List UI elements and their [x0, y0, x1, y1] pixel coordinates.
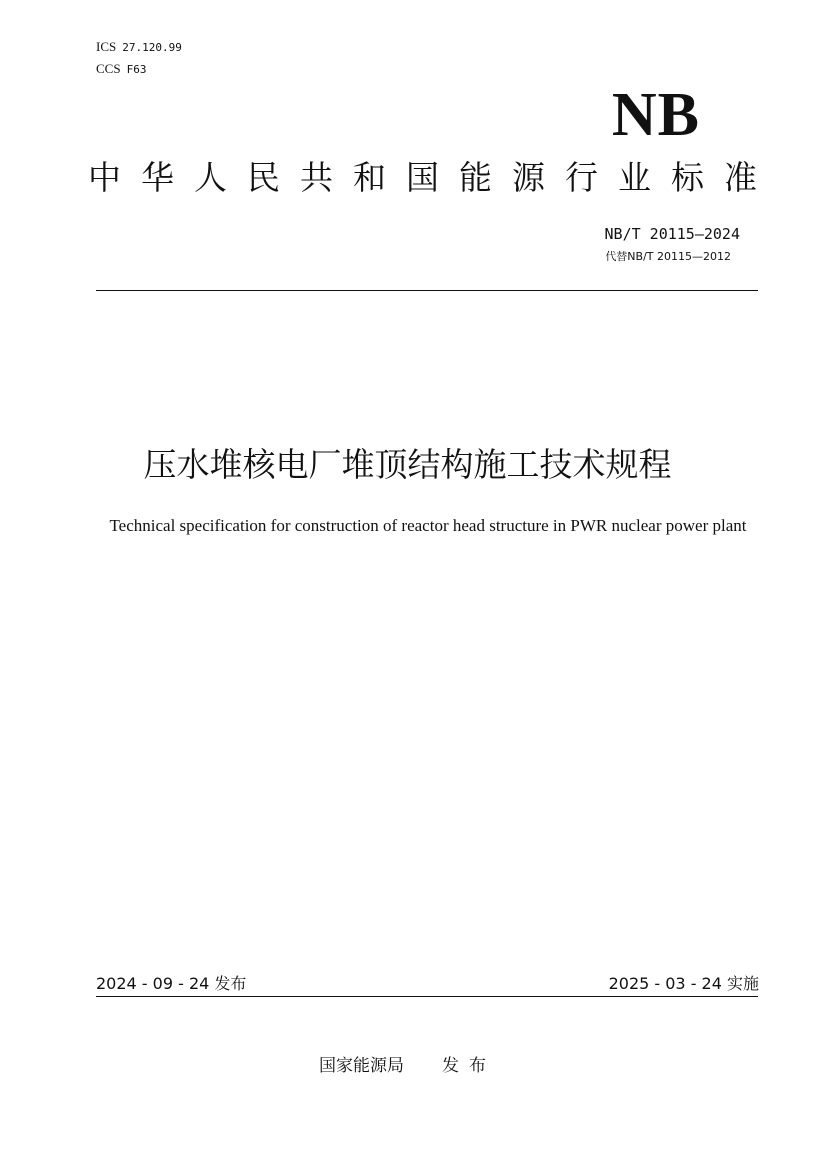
ics-label: ICS — [96, 39, 117, 54]
publisher-line — [0, 1055, 815, 1077]
publisher-action: 发布 — [442, 1056, 496, 1076]
header-divider — [96, 290, 758, 291]
nb-logo: NB — [611, 81, 700, 149]
ccs-value: F63 — [126, 63, 147, 76]
ccs-code — [96, 62, 146, 77]
document-title-cn: 压水堆核电厂堆顶结构施工技术规程 — [143, 445, 672, 484]
ics-value: 27.120.99 — [122, 41, 182, 54]
footer-divider — [96, 996, 758, 997]
replaced-standard: 代替NB/T 20115—2012 — [605, 250, 731, 263]
implement-date: 2025 - 03 - 24 实施 — [608, 974, 759, 993]
standard-number: NB/T 20115—2024 — [604, 225, 740, 243]
issuing-organization-title: 中华人民共和国能源行业标准 — [88, 158, 777, 197]
publisher-name: 国家能源局 — [319, 1056, 404, 1076]
ccs-label: CCS — [96, 61, 121, 76]
publish-date: 2024 - 09 - 24 发布 — [96, 974, 247, 993]
ics-code — [96, 40, 182, 55]
document-title-en: Technical specification for construction of reactor head structure in PWR nuclear power plant — [109, 516, 747, 535]
